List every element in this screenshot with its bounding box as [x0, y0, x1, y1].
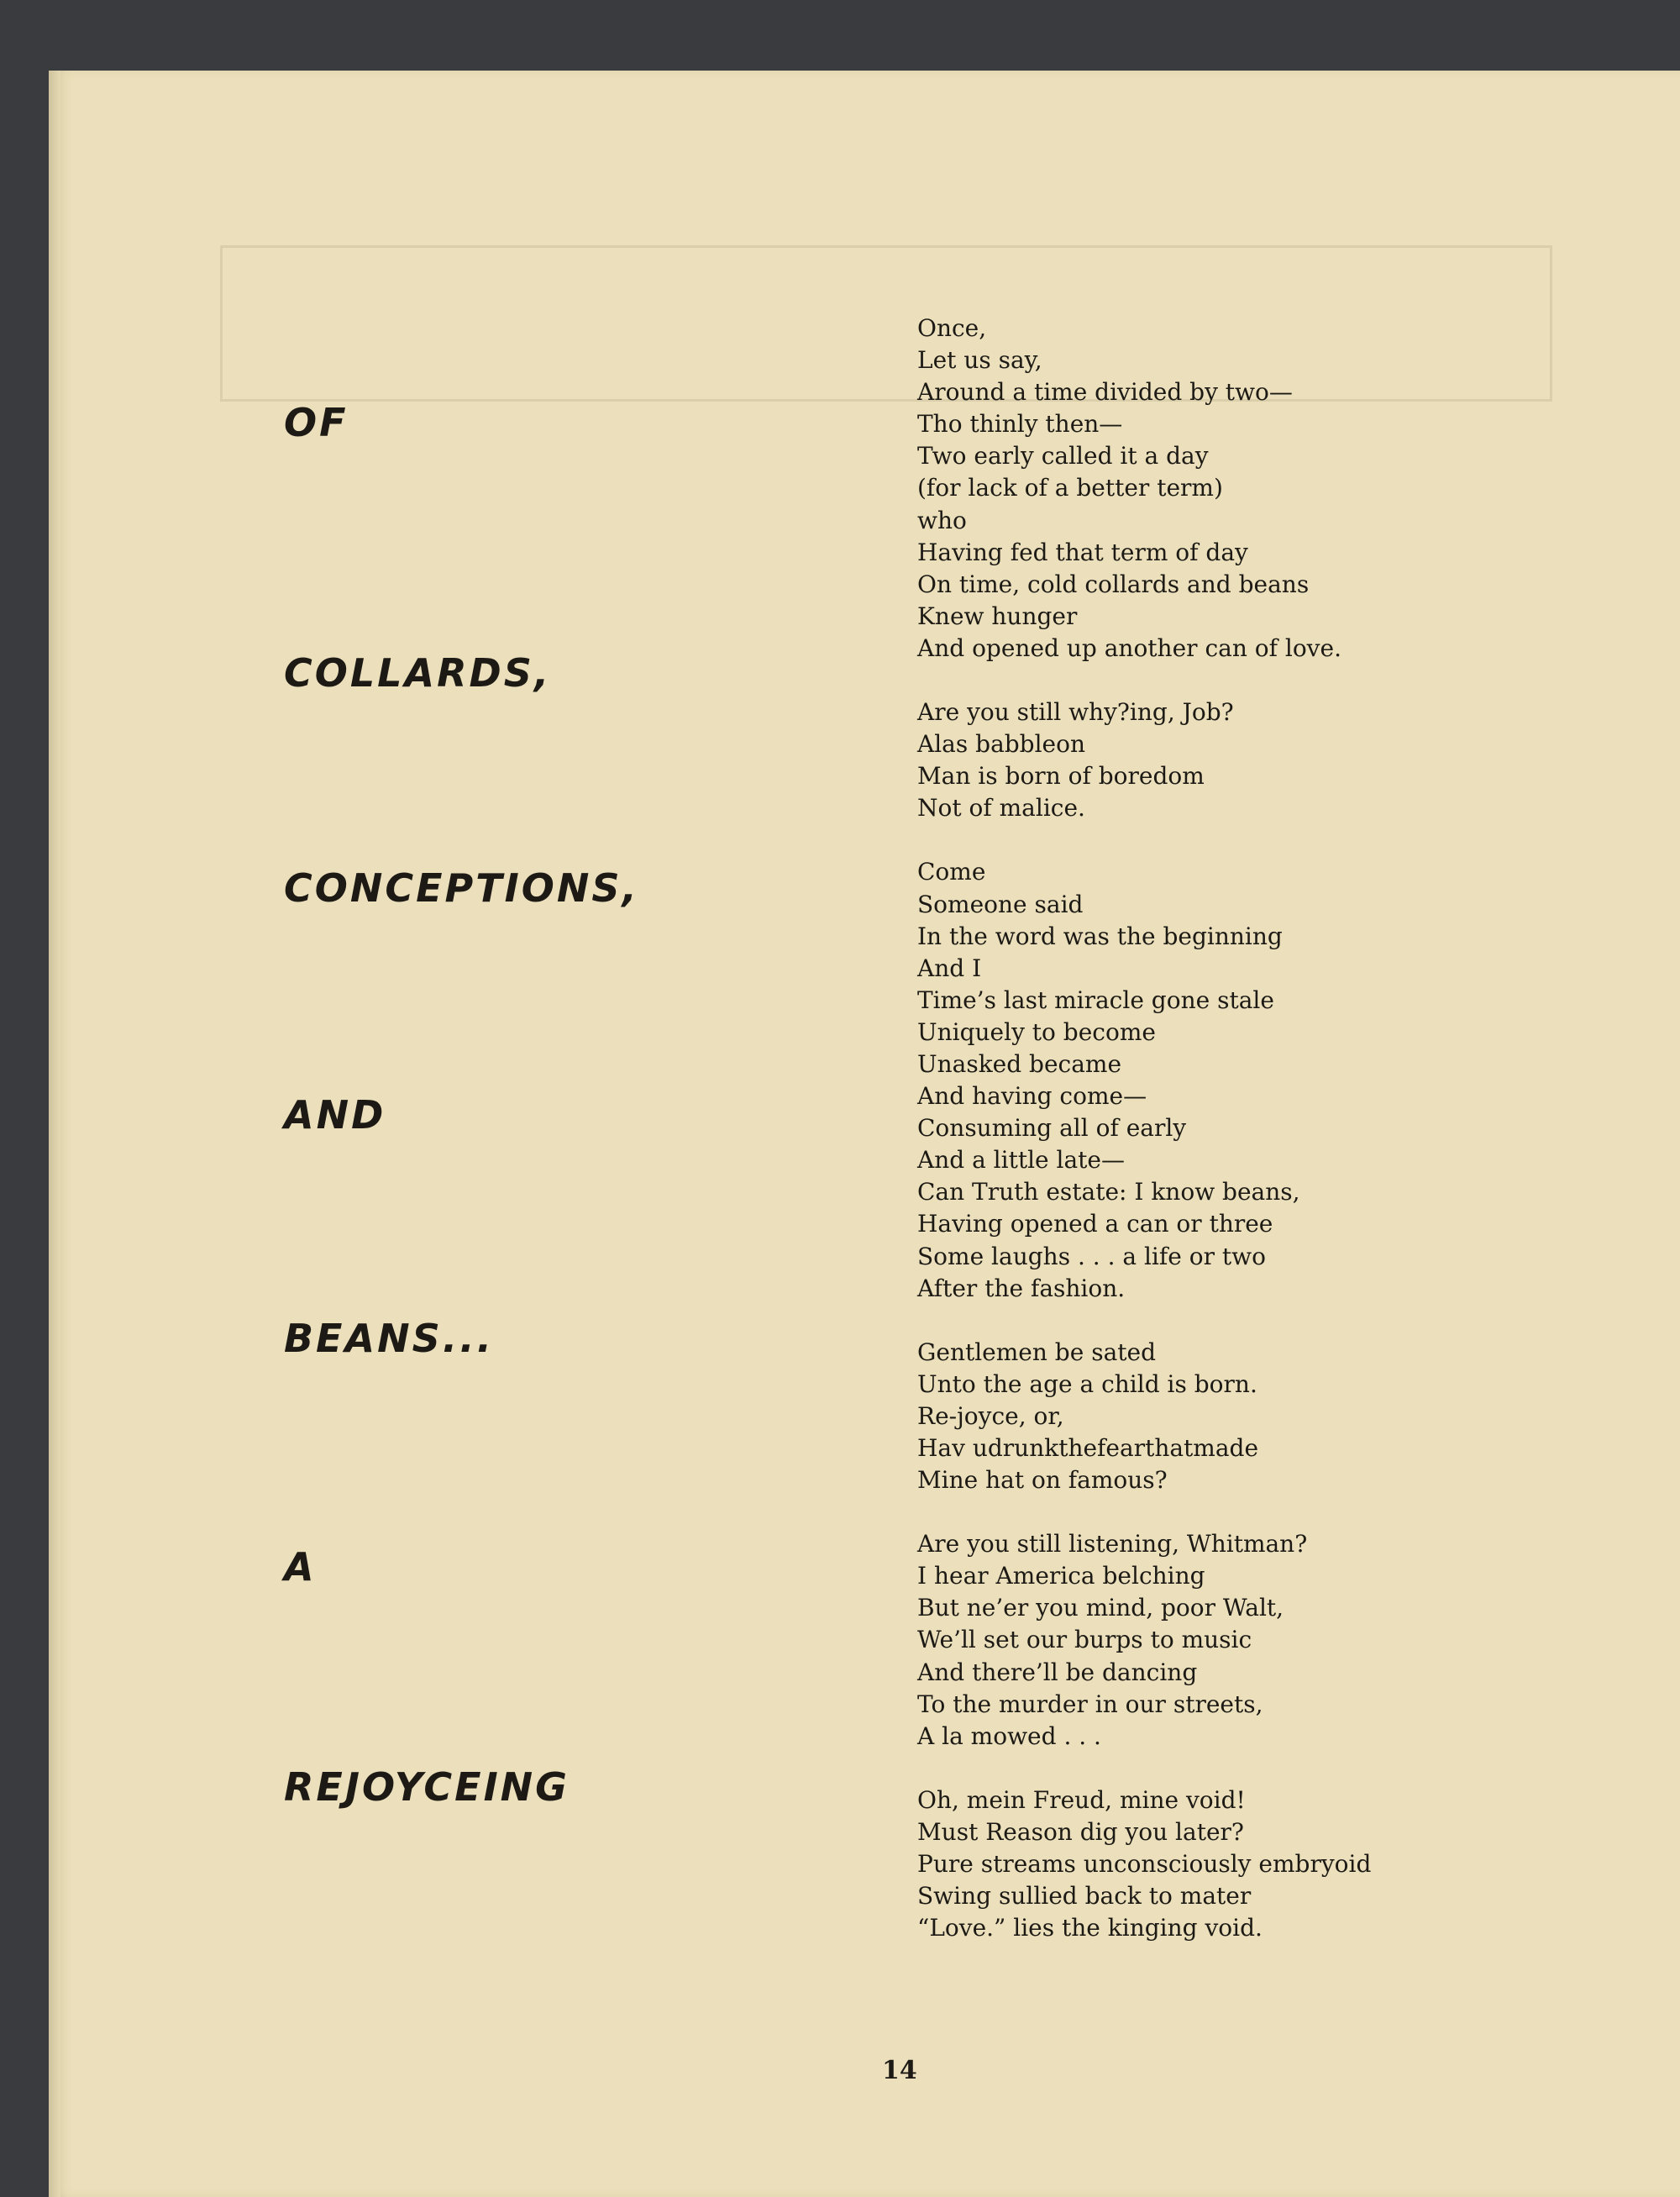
poem-line: Pure streams unconsciously embryoid — [917, 1850, 1372, 1879]
page-number: 14 — [882, 2056, 917, 2085]
title-word-of: OF — [284, 400, 349, 445]
poem-line: “Love.” lies the kinging void. — [917, 1914, 1263, 1942]
title-word-conceptions: CONCEPTIONS, — [284, 865, 639, 911]
title-word-and: AND — [284, 1092, 386, 1138]
poem-line: Come — [917, 858, 986, 886]
poem-line: And having come— — [917, 1082, 1147, 1111]
poem-stanza — [917, 1337, 1631, 1496]
poem-line: And I — [917, 954, 982, 982]
poem-line: And opened up another can of love. — [917, 633, 1341, 662]
page-binding-edge — [49, 71, 60, 2197]
poem-line: Are you still listening, Whitman? — [917, 1530, 1308, 1558]
poem-line: Can Truth estate: I know beans, — [917, 1178, 1300, 1206]
title-word-rejoyceing: REJOYCEING — [284, 1764, 570, 1810]
poem-line: But ne’er you mind, poor Walt, — [917, 1594, 1284, 1622]
poem-body — [917, 313, 1631, 1944]
poem-stanza — [917, 1528, 1631, 1753]
poem-stanza — [917, 1784, 1631, 1944]
title-word-collards: COLLARDS, — [284, 650, 552, 696]
poem-line: After the fashion. — [917, 1274, 1126, 1302]
poem-line: I hear America belching — [917, 1562, 1205, 1590]
poem-line: Alas babbleon — [917, 730, 1086, 759]
poem-line: Some laughs . . . a life or two — [917, 1242, 1266, 1270]
poem-line: Consuming all of early — [917, 1114, 1187, 1143]
poem-line: And there’ll be dancing — [917, 1658, 1198, 1686]
title-word-a: A — [284, 1544, 317, 1590]
poem-line: Gentlemen be sated — [917, 1338, 1157, 1366]
poem-line: (for lack of a better term) — [917, 474, 1223, 502]
poem-line: Around a time divided by two— — [917, 378, 1293, 407]
poem-line: Tho thinly then— — [917, 410, 1123, 439]
poem-line: Once, — [917, 314, 987, 342]
poem-line: Two early called it a day — [917, 442, 1209, 470]
poem-stanza — [917, 856, 1631, 1304]
poem-line: Someone said — [917, 890, 1084, 918]
poem-line: We’ll set our burps to music — [917, 1626, 1252, 1654]
poem-line: Knew hunger — [917, 602, 1078, 630]
poem-line: Oh, mein Freud, mine void! — [917, 1785, 1246, 1814]
poem-line: On time, cold collards and beans — [917, 570, 1310, 598]
poem-line: Man is born of boredom — [917, 762, 1205, 791]
poem-line: Swing sullied back to mater — [917, 1882, 1252, 1911]
poem-line: To the murder in our streets, — [917, 1690, 1263, 1718]
poem-line: Mine hat on famous? — [917, 1466, 1168, 1495]
poem-line: In the word was the beginning — [917, 922, 1283, 950]
poem-line: A la mowed . . . — [917, 1721, 1101, 1750]
poem-line: Having opened a can or three — [917, 1210, 1273, 1238]
poem-line: Re-joyce, or, — [917, 1401, 1064, 1430]
poem-line: Unto the age a child is born. — [917, 1369, 1257, 1398]
poem-line: Must Reason dig you later? — [917, 1817, 1244, 1846]
poem-line: Uniquely to become — [917, 1017, 1156, 1046]
title-word-beans: BEANS... — [284, 1316, 495, 1361]
poem-line: Having fed that term of day — [917, 538, 1248, 566]
poem-line: And a little late— — [917, 1146, 1125, 1175]
poem-line: who — [917, 506, 967, 534]
poem-line: Unasked became — [917, 1049, 1122, 1078]
poem-stanza — [917, 313, 1631, 665]
poem-line: Let us say, — [917, 346, 1042, 375]
poem-line: Are you still why?ing, Job? — [917, 698, 1234, 727]
poem-line: Time’s last miracle gone stale — [917, 985, 1274, 1014]
poem-line: Not of malice. — [917, 794, 1085, 823]
poem-stanza — [917, 696, 1631, 824]
poem-line: Hav udrunkthefearthatmade — [917, 1434, 1259, 1462]
